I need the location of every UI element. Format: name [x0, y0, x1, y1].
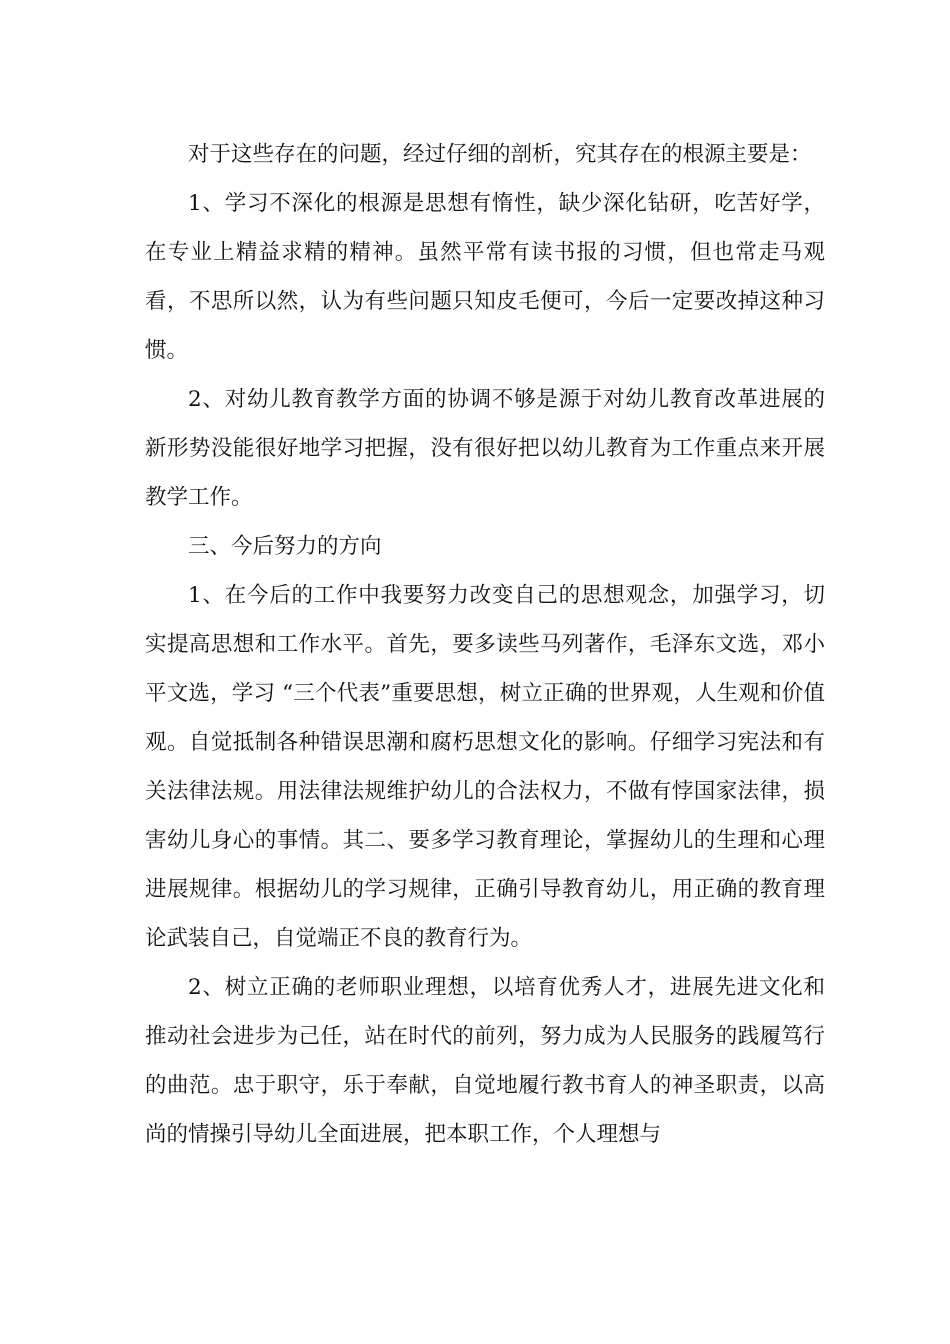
- paragraph-root-cause-intro: 对于这些存在的问题，经过仔细的剖析，究其存在的根源主要是：: [188, 142, 812, 167]
- paragraph-cause-2: 2、对幼儿教育教学方面的协调不够是源于对幼儿教育改革进展的新形势没能很好地学习把握，没有很好把以幼儿教育为工作重点来开展教学工作。: [145, 387, 825, 510]
- paragraph-direction-2: 2、树立正确的老师职业理想，以培育优秀人才，进展先进文化和推动社会进步为己任，站在时代的前列，努力成为人民服务的践履笃行的曲范。忠于职守，乐于奉献，自觉地履行教书育人的神圣职责，以高尚的情操引导幼儿全面进展，把本职工作，个人理想与: [145, 975, 825, 1147]
- section-heading-future-direction: 三、今后努力的方向: [188, 534, 382, 559]
- document-page: [145, 130, 825, 1159]
- paragraph-cause-1: 1、学习不深化的根源是思想有惰性，缺少深化钻研，吃苦好学，在专业上精益求精的精神。虽然平常有读书报的习惯，但也常走马观看，不思所以然，认为有些问题只知皮毛便可，今后一定要改掉这种习惯。: [145, 191, 825, 363]
- paragraph-direction-1: 1、在今后的工作中我要努力改变自己的思想观念，加强学习，切实提高思想和工作水平。首先，要多读些马列著作，毛泽东文选，邓小平文选，学习 “三个代表”重要思想，树立正确的世界观，人生观和价值观。自觉抵制各种错误思潮和腐朽思想文化的影响。仔细学习宪法和有关法律法规。用法律法规维护幼儿的合法权力，不做有悖国家法律，损害幼儿身心的事情。其二、要多学习教育理论，掌握幼儿的生理和心理进展规律。根据幼儿的学习规律，正确引导教育幼儿，用正确的教育理论武装自己，自觉端正不良的教育行为。: [145, 583, 825, 951]
